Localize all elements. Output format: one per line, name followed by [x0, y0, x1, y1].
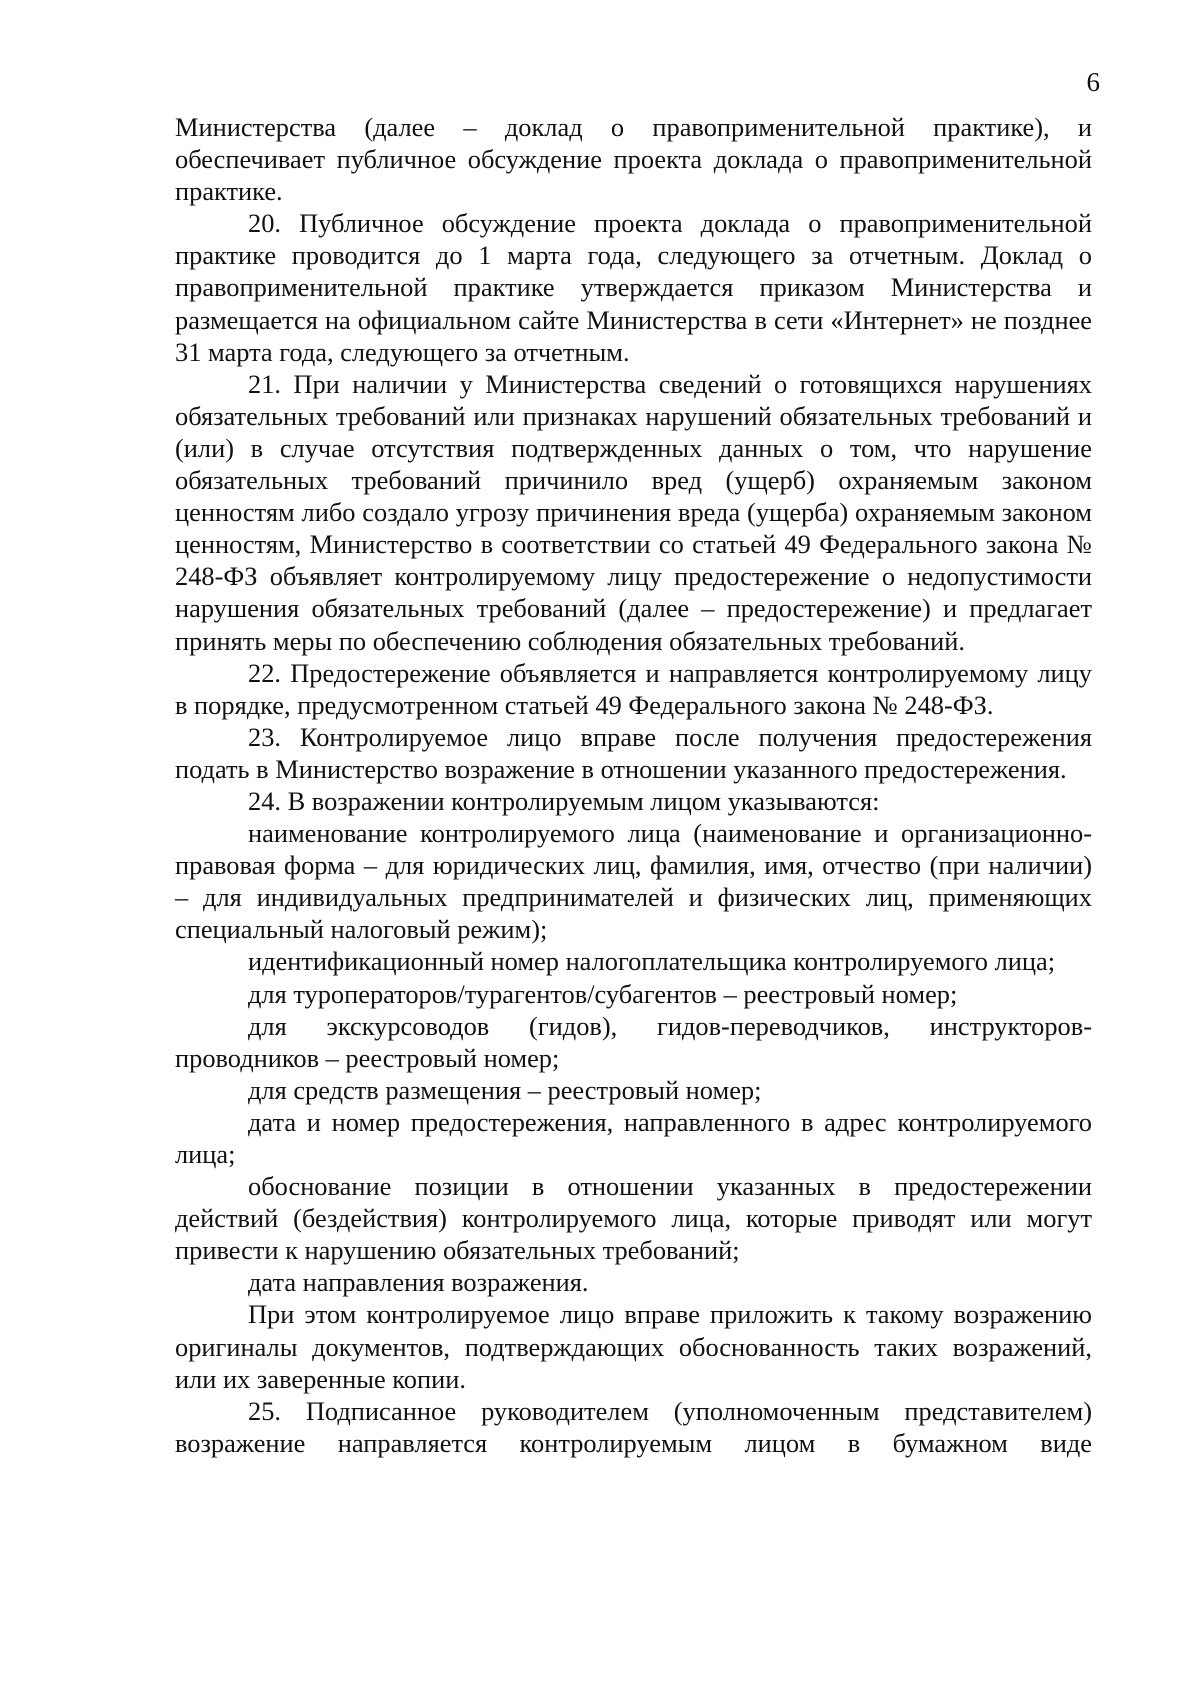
- list-item-guides: для экскурсоводов (гидов), гидов-переводчиков, инструкторов-проводников – реестровый номер;: [175, 1010, 1092, 1073]
- document-body: [175, 111, 1092, 1459]
- list-item-objection-date: дата направления возражения.: [248, 1267, 589, 1298]
- list-item-warning-date-number: дата и номер предостережения, направленного в адрес контролируемого лица;: [175, 1106, 1092, 1169]
- paragraph-22: 22. Предостережение объявляется и направляется контролируемому лицу в порядке, предусмотренном статьей 49 Федерального закона № 248-ФЗ.: [175, 657, 1092, 720]
- paragraph-25: 25. Подписанное руководителем (уполномоченным представителем) возражение направляется контролируемым лицом в бумажном виде: [175, 1395, 1092, 1458]
- paragraph-21: 21. При наличии у Министерства сведений о готовящихся нарушениях обязательных требований или признаках нарушений обязательных требований и (или) в случае отсутствия подтвержденных данных о том, что нарушение обязательных требований причинило вред (ущерб) охраняемым законом ценностям либо создало угрозу причинения вреда (ущерба) охраняемым законом ценностям, Министерство в соответствии со статьей 49 Федерального закона № 248-ФЗ объявляет контролируемому лицу предостережение о недопустимости нарушения обязательных требований (далее – предостережение) и предлагает принять меры по обеспечению соблюдения обязательных требований.: [175, 368, 1092, 656]
- list-item-accommodation: для средств размещения – реестровый номер;: [248, 1074, 762, 1105]
- page-number: 6: [1086, 67, 1100, 97]
- list-item-name: наименование контролируемого лица (наименование и организационно-правовая форма – для юридических лиц, фамилия, имя, отчество (при наличии) – для индивидуальных предпринимателей и физических лиц, применяющих специальный налоговый режим);: [175, 818, 1092, 945]
- paragraph-continuation: Министерства (далее – доклад о правоприменительной практике), и обеспечивает публичное обсуждение проекта доклада о правоприменительной практике.: [175, 112, 1092, 207]
- list-item-inn: идентификационный номер налогоплательщика контролируемого лица;: [248, 946, 1056, 977]
- list-item-tour-operators: для туроператоров/турагентов/субагентов – реестровый номер;: [248, 978, 958, 1009]
- paragraph-20: 20. Публичное обсуждение проекта доклада о правоприменительной практике проводится до 1 марта года, следующего за отчетным. Доклад о правоприменительной практике утверждается приказом Министерства и размещается на официальном сайте Министерства в сети «Интернет» не позднее 31 марта года, следующего за отчетным.: [175, 208, 1092, 367]
- paragraph-attachments: При этом контролируемое лицо вправе приложить к такому возражению оригиналы документов, подтверждающих обоснованность таких возражений, или их заверенные копии.: [175, 1299, 1092, 1394]
- list-item-justification: обоснование позиции в отношении указанных в предостережении действий (бездействия) контролируемого лица, которые приводят или могут привести к нарушению обязательных требований;: [175, 1171, 1092, 1266]
- paragraph-23: 23. Контролируемое лицо вправе после получения предостережения подать в Министерство возражение в отношении указанного предостережения.: [175, 721, 1092, 784]
- paragraph-24: 24. В возражении контролируемым лицом указываются:: [248, 785, 880, 816]
